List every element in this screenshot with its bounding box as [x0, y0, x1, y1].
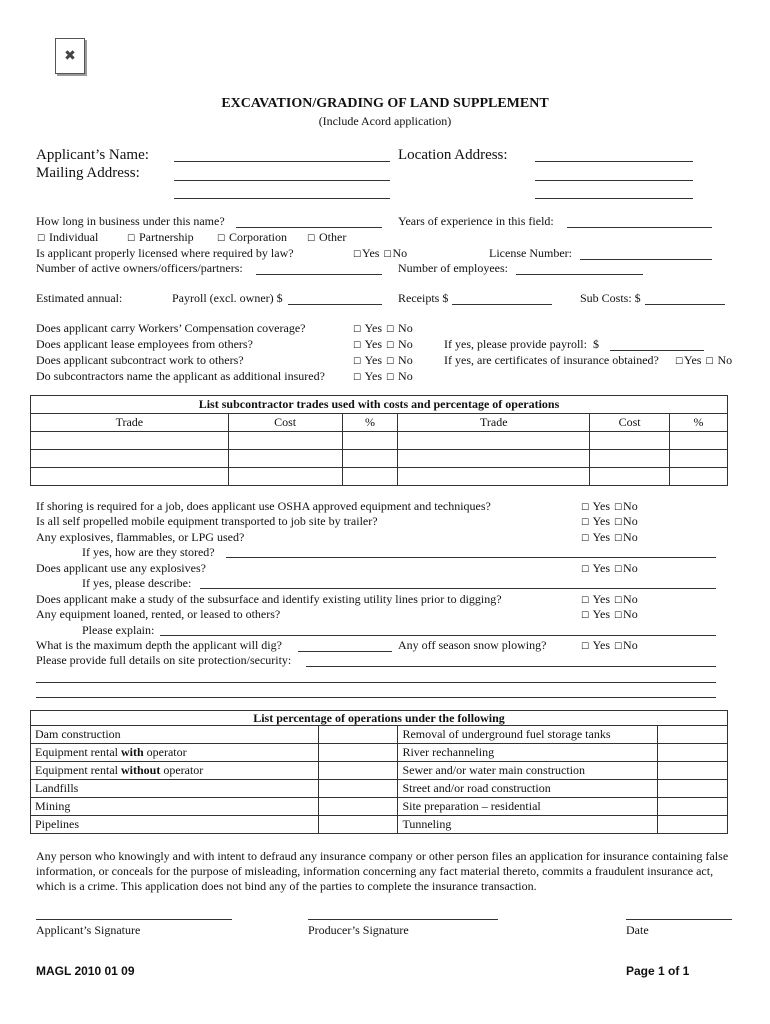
workers-comp-yes-no[interactable]: ☐ Yes ☐ No	[352, 321, 413, 335]
checkbox-icon: ☐	[385, 373, 395, 383]
payroll-label: Payroll (excl. owner) $	[172, 291, 283, 305]
table-cell[interactable]	[590, 432, 670, 450]
checkbox-icon: ☐	[674, 357, 684, 367]
checkbox-icon: ☐	[352, 325, 362, 335]
estimated-annual-label: Estimated annual:	[36, 291, 123, 305]
col-header-percent: %	[342, 414, 398, 432]
shoring-yes-no[interactable]: ☐ Yes ☐No	[580, 499, 638, 513]
operation-label: Site preparation – residential	[398, 798, 658, 816]
explosives-flammables-yes-no[interactable]: ☐ Yes ☐No	[580, 530, 638, 544]
snow-plowing-question: Any off season snow plowing?	[398, 638, 547, 652]
operation-percent[interactable]	[318, 816, 398, 834]
stored-label: If yes, how are they stored?	[82, 545, 215, 559]
lease-employees-question: Does applicant lease employees from others?	[36, 337, 253, 351]
table-row	[31, 468, 728, 486]
table-row	[31, 816, 728, 834]
years-experience-label: Years of experience in this field:	[398, 214, 554, 228]
operation-label: Equipment rental with operator	[31, 744, 319, 762]
table-row	[31, 432, 728, 450]
mailing-address-field-2[interactable]	[174, 198, 390, 199]
checkbox-icon: ☐	[613, 534, 623, 544]
checkbox-icon: ☐	[385, 357, 395, 367]
applicant-name-label: Applicant’s Name:	[36, 147, 149, 163]
checkbox-icon[interactable]: ☐	[306, 234, 316, 244]
years-experience-field[interactable]	[567, 227, 712, 228]
describe-field[interactable]	[200, 588, 716, 589]
table-cell[interactable]	[670, 450, 728, 468]
receipts-field[interactable]	[452, 304, 552, 305]
additional-insured-yes-no[interactable]: ☐ Yes ☐ No	[352, 369, 413, 383]
site-protection-field[interactable]	[306, 666, 716, 667]
depth-question: What is the maximum depth the applicant will dig?	[36, 638, 282, 652]
table-row	[31, 450, 728, 468]
checkbox-icon: ☐	[580, 518, 590, 528]
lease-employees-yes-no[interactable]: ☐ Yes ☐ No	[352, 337, 413, 351]
subcosts-field[interactable]	[645, 304, 725, 305]
operation-label: Street and/or road construction	[398, 780, 658, 798]
license-number-label: License Number:	[489, 246, 572, 260]
describe-label: If yes, please describe:	[82, 576, 192, 590]
table-cell[interactable]	[228, 432, 342, 450]
form-id: MAGL 2010 01 09	[36, 964, 135, 978]
checkbox-icon: ☐	[580, 565, 590, 575]
additional-insured-question: Do subcontractors name the applicant as additional insured?	[36, 369, 325, 383]
broken-image-icon: ✖	[55, 38, 85, 74]
explain-field[interactable]	[160, 635, 716, 636]
checkbox-icon: ☐	[352, 341, 362, 351]
mailing-address-field[interactable]	[174, 180, 390, 181]
subcontract-question: Does applicant subcontract work to others?	[36, 353, 244, 367]
col-header-trade: Trade	[31, 414, 229, 432]
applicant-name-field[interactable]	[174, 161, 390, 162]
producer-signature-label: Producer’s Signature	[308, 923, 409, 937]
table-cell[interactable]	[590, 468, 670, 486]
explosives-use-yes-no[interactable]: ☐ Yes ☐No	[580, 561, 638, 575]
operations-table-heading: List percentage of operations under the following	[31, 711, 728, 726]
operation-percent[interactable]	[658, 780, 728, 798]
operation-percent[interactable]	[658, 798, 728, 816]
operation-label: Tunneling	[398, 816, 658, 834]
table-cell[interactable]	[228, 468, 342, 486]
checkbox-icon: ☐	[580, 596, 590, 606]
checkbox-icon: ☐	[580, 611, 590, 621]
checkbox-icon: ☐	[385, 325, 395, 335]
location-address-label: Location Address:	[398, 147, 508, 163]
col-header-cost: Cost	[228, 414, 342, 432]
explosives-use-question: Does applicant use any explosives?	[36, 561, 206, 575]
payroll-field[interactable]	[288, 304, 382, 305]
table-cell[interactable]	[228, 450, 342, 468]
col-header-cost-2: Cost	[590, 414, 670, 432]
checkbox-icon: ☐	[352, 357, 362, 367]
receipts-label: Receipts $	[398, 291, 449, 305]
page-title: EXCAVATION/GRADING OF LAND SUPPLEMENT	[221, 96, 549, 111]
license-number-field[interactable]	[580, 259, 712, 260]
subcontractor-table-heading: List subcontractor trades used with costs and percentage of operations	[31, 396, 728, 414]
self-propelled-yes-no[interactable]: ☐ Yes ☐No	[580, 514, 638, 528]
site-protection-field-3[interactable]	[36, 697, 716, 698]
employees-field[interactable]	[516, 274, 643, 275]
operation-percent[interactable]	[658, 726, 728, 744]
fraud-notice: Any person who knowingly and with intent to defraud any insurance company or other person files an application for insurance containing false information, or conceals for the purpose of misleading, information concerning any fact material thereto, commits a fraudulent insurance act, which is a crime. This application does not bind any of the parties to complete the insurance transaction.	[36, 849, 729, 893]
checkbox-icon: ☐	[613, 596, 623, 606]
explain-label: Please explain:	[82, 623, 155, 637]
col-header-percent-2: %	[670, 414, 728, 432]
table-cell[interactable]	[342, 468, 398, 486]
table-cell[interactable]	[398, 450, 590, 468]
page-number: Page 1 of 1	[626, 964, 690, 978]
table-cell[interactable]	[590, 450, 670, 468]
operation-label: Pipelines	[31, 816, 319, 834]
operation-label: River rechanneling	[398, 744, 658, 762]
payroll-if-yes-label: If yes, please provide payroll: $	[444, 337, 599, 351]
loaned-yes-no[interactable]: ☐ Yes ☐No	[580, 607, 638, 621]
licensed-yes[interactable]: ☐Yes ☐No	[352, 246, 408, 260]
checkbox-icon[interactable]: ☐	[36, 234, 46, 244]
explosives-flammables-question: Any explosives, flammables, or LPG used?	[36, 530, 245, 544]
table-row	[31, 798, 728, 816]
table-row	[31, 780, 728, 798]
subsurface-yes-no[interactable]: ☐ Yes ☐No	[580, 592, 638, 606]
subcosts-label: Sub Costs: $	[580, 291, 641, 305]
operation-percent[interactable]	[318, 726, 398, 744]
table-row	[31, 744, 728, 762]
table-cell[interactable]	[670, 432, 728, 450]
operation-percent[interactable]	[658, 762, 728, 780]
entity-individual[interactable]: ☐ Individual	[36, 230, 99, 244]
checkbox-icon[interactable]: ☐	[126, 234, 136, 244]
checkbox-icon: ☐	[613, 611, 623, 621]
checkbox-icon: ☐	[383, 250, 392, 260]
certificates-question: If yes, are certificates of insurance obtained?	[444, 353, 659, 367]
owners-field[interactable]	[256, 274, 382, 275]
checkbox-icon: ☐	[613, 565, 623, 575]
table-cell[interactable]	[342, 450, 398, 468]
operation-percent[interactable]	[658, 744, 728, 762]
table-cell[interactable]	[342, 432, 398, 450]
table-cell[interactable]	[670, 468, 728, 486]
col-header-trade-2: Trade	[398, 414, 590, 432]
page-subtitle: (Include Acord application)	[318, 114, 452, 128]
applicant-signature-label: Applicant’s Signature	[36, 923, 141, 937]
site-protection-question: Please provide full details on site protection/security:	[36, 653, 292, 667]
operation-label: Mining	[31, 798, 319, 816]
checkbox-icon: ☐	[352, 250, 362, 260]
subcontract-yes-no[interactable]: ☐ Yes ☐ No	[352, 353, 413, 367]
operation-percent[interactable]	[318, 744, 398, 762]
location-address-field-2[interactable]	[535, 180, 693, 181]
subsurface-question: Does applicant make a study of the subsurface and identify existing utility lines prior to digging?	[36, 592, 502, 606]
checkbox-icon: ☐	[580, 642, 590, 652]
checkbox-icon[interactable]: ☐	[216, 234, 226, 244]
table-cell[interactable]	[31, 450, 229, 468]
checkbox-icon: ☐	[580, 503, 590, 513]
licensed-question: Is applicant properly licensed where required by law?	[36, 246, 294, 260]
location-address-field[interactable]	[535, 161, 693, 162]
entity-corporation[interactable]: ☐ Corporation	[216, 230, 287, 244]
checkbox-icon: ☐	[613, 642, 623, 652]
applicant-signature-line[interactable]	[36, 919, 232, 920]
operation-label: Dam construction	[31, 726, 319, 744]
checkbox-icon: ☐	[613, 518, 623, 528]
employees-label: Number of employees:	[398, 261, 508, 275]
date-label: Date	[626, 923, 649, 937]
how-long-field[interactable]	[236, 227, 382, 228]
operation-percent[interactable]	[318, 798, 398, 816]
operation-percent[interactable]	[658, 816, 728, 834]
snow-plowing-yes-no[interactable]: ☐ Yes ☐No	[580, 638, 638, 652]
table-cell[interactable]	[31, 432, 229, 450]
table-row	[31, 726, 728, 744]
certificates-yes-no[interactable]: ☐Yes ☐ No	[674, 353, 733, 367]
checkbox-icon: ☐	[385, 341, 395, 351]
stored-field[interactable]	[226, 557, 716, 558]
operation-label: Equipment rental without operator	[31, 762, 319, 780]
workers-comp-question: Does applicant carry Workers’ Compensation coverage?	[36, 321, 306, 335]
operation-label: Sewer and/or water main construction	[398, 762, 658, 780]
how-long-label: How long in business under this name?	[36, 214, 225, 228]
mailing-address-label: Mailing Address:	[36, 165, 140, 181]
site-protection-field-2[interactable]	[36, 682, 716, 683]
operation-label: Landfills	[31, 780, 319, 798]
operation-percent[interactable]	[318, 780, 398, 798]
checkbox-icon: ☐	[580, 534, 590, 544]
operation-percent[interactable]	[318, 762, 398, 780]
entity-other[interactable]: ☐ Other	[306, 230, 347, 244]
table-row	[31, 762, 728, 780]
table-cell[interactable]	[398, 468, 590, 486]
subcontractor-table	[30, 395, 728, 486]
lease-payroll-field[interactable]	[610, 350, 704, 351]
shoring-question: If shoring is required for a job, does applicant use OSHA approved equipment and techniques?	[36, 499, 491, 513]
owners-label: Number of active owners/officers/partners:	[36, 261, 243, 275]
loaned-question: Any equipment loaned, rented, or leased to others?	[36, 607, 281, 621]
date-line[interactable]	[626, 919, 732, 920]
table-cell[interactable]	[31, 468, 229, 486]
depth-field[interactable]	[298, 651, 392, 652]
producer-signature-line[interactable]	[308, 919, 498, 920]
operation-label: Removal of underground fuel storage tanks	[398, 726, 658, 744]
self-propelled-question: Is all self propelled mobile equipment transported to job site by trailer?	[36, 514, 378, 528]
checkbox-icon: ☐	[613, 503, 623, 513]
checkbox-icon: ☐	[705, 357, 714, 367]
table-cell[interactable]	[398, 432, 590, 450]
entity-partnership[interactable]: ☐ Partnership	[126, 230, 194, 244]
location-address-field-3[interactable]	[535, 198, 693, 199]
checkbox-icon: ☐	[352, 373, 362, 383]
operations-table	[30, 710, 728, 834]
